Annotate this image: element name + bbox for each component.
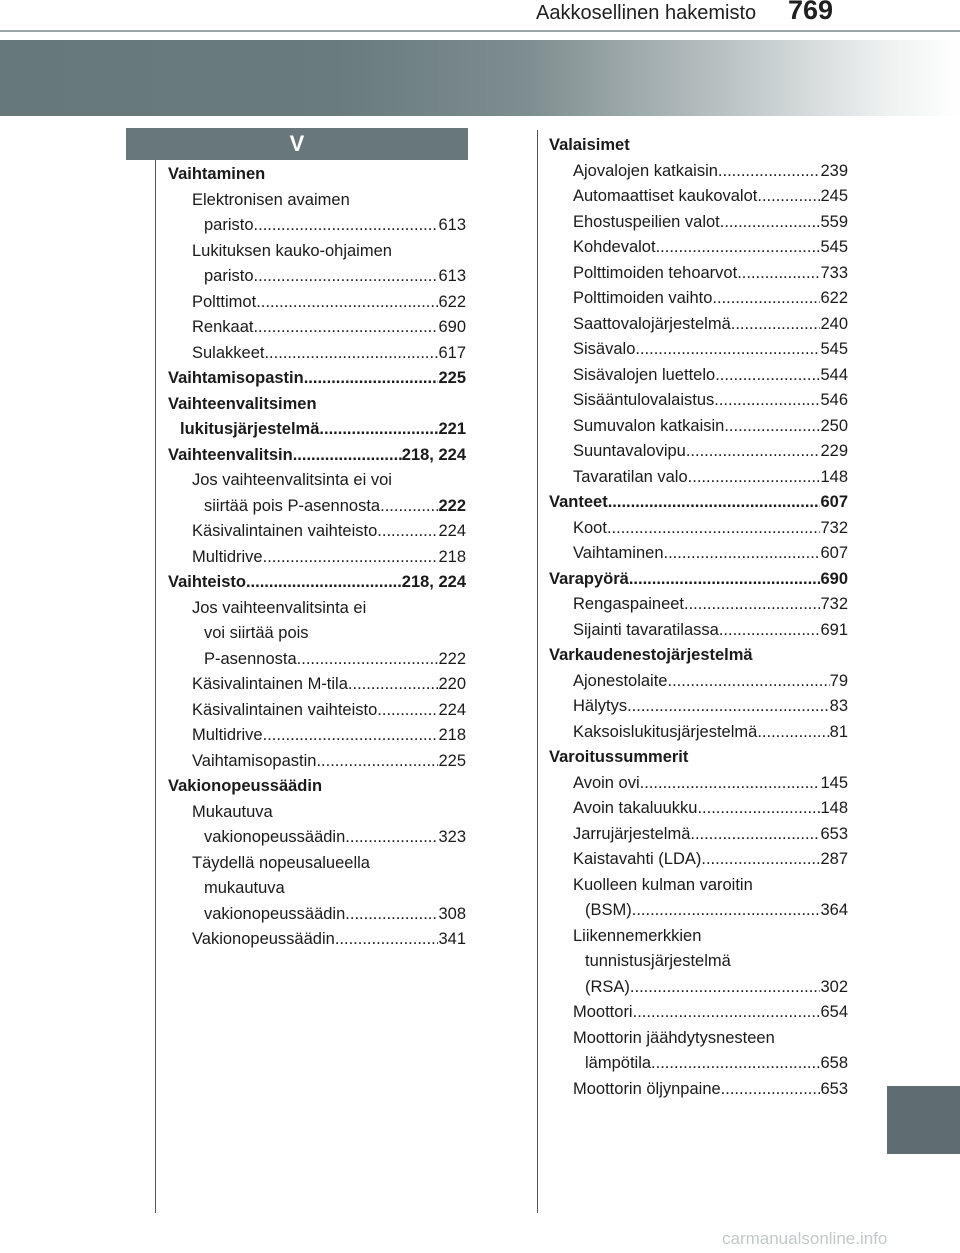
index-entry (549, 465, 848, 491)
entry-page-ref: 733 (820, 263, 848, 282)
section-title: Aakkosellinen hakemisto (536, 2, 757, 24)
entry-term: Avoin takaluukku (573, 799, 698, 817)
entry-page-ref: 308 (438, 904, 466, 923)
dot-leader (607, 516, 821, 542)
dot-leader (263, 545, 439, 571)
index-entry (168, 749, 466, 775)
dot-leader (688, 465, 821, 491)
dot-leader (254, 213, 439, 239)
dot-leader (253, 315, 438, 341)
entry-term: Multidrive (192, 726, 263, 744)
index-entry (549, 363, 848, 389)
entry-term: Polttimot (192, 292, 257, 311)
dot-leader (345, 902, 438, 928)
index-entry (168, 494, 466, 520)
entry-term: Jos vaihteenvalitsinta ei voi (192, 471, 392, 489)
entry-page-ref: 622 (438, 292, 466, 311)
index-entry (549, 975, 848, 1001)
entry-page-ref: 239 (820, 161, 848, 180)
index-entry (168, 774, 466, 800)
dot-leader (263, 723, 439, 749)
entry-term: Vaihteisto (168, 573, 246, 591)
entry-term: Sulakkeet (192, 343, 265, 362)
entry-page-ref: 341 (438, 930, 466, 948)
index-entry (168, 519, 466, 545)
entry-page-ref: 544 (820, 365, 848, 384)
entry-page-ref: 732 (820, 518, 848, 537)
dot-leader (627, 694, 830, 720)
entry-page-ref: 364 (820, 901, 848, 919)
entry-term: Sisääntulovalaistus (573, 391, 715, 409)
entry-term: Sumuvalon katkaisin (573, 416, 725, 435)
index-entry (549, 822, 848, 848)
entry-term: lämpötila (585, 1054, 652, 1072)
entry-term: Vaihtamisopastin (192, 751, 317, 770)
entry-term: Elektronisen avaimen (192, 190, 350, 209)
entry-term: Kaksoislukitusjärjestelmä (573, 722, 758, 741)
entry-page-ref: 218, 224 (401, 445, 466, 464)
index-entry (549, 210, 848, 236)
entry-page-ref: 732 (820, 595, 848, 613)
entry-page-ref: 690 (438, 318, 466, 336)
dot-leader (757, 184, 820, 210)
index-entry (168, 851, 466, 877)
entry-term: Vaihtaminen (573, 544, 664, 562)
dot-leader (629, 567, 821, 593)
entry-term: Jarrujärjestelmä (573, 824, 691, 843)
entry-term: Tavaratilan valo (573, 467, 688, 486)
index-entry (549, 924, 848, 950)
dot-leader (714, 388, 820, 414)
entry-term: Vaihteenvalitsimen (168, 394, 317, 413)
index-entry (549, 184, 848, 210)
index-entry (549, 235, 848, 261)
entry-page-ref: 613 (438, 216, 466, 234)
index-entry (549, 771, 848, 797)
index-entry (549, 388, 848, 414)
entry-page-ref: 221 (438, 420, 466, 438)
index-entry (549, 694, 848, 720)
index-entry (168, 290, 466, 316)
index-entry (549, 745, 848, 771)
entry-term: Vakionopeussäädin (192, 930, 335, 948)
index-entry (549, 133, 848, 159)
dot-leader (690, 822, 820, 848)
index-entry (549, 873, 848, 899)
index-entry (549, 669, 848, 695)
entry-term: Valaisimet (549, 136, 630, 154)
entry-term: Liikennemerkkien (573, 926, 702, 945)
entry-page-ref: 302 (820, 977, 848, 996)
entry-page-ref: 83 (829, 697, 848, 715)
entry-term: Moottori (573, 1003, 633, 1021)
index-entry (168, 672, 466, 698)
dot-leader (721, 1077, 821, 1103)
entry-term: Multidrive (192, 547, 263, 566)
entry-page-ref: 607 (820, 544, 848, 562)
index-entry (549, 286, 848, 312)
index-entry (549, 592, 848, 618)
dot-leader (635, 337, 820, 363)
index-entry (168, 315, 466, 341)
index-entry (168, 366, 466, 392)
dot-leader (720, 210, 821, 236)
entry-term: (RSA) (585, 977, 630, 996)
dot-leader (633, 1000, 821, 1026)
index-entry (549, 643, 848, 669)
dot-leader (335, 927, 439, 953)
dot-leader (293, 443, 402, 469)
entry-page-ref: 218 (438, 726, 466, 744)
dot-leader (246, 570, 402, 596)
index-entry (549, 516, 848, 542)
dot-leader (718, 159, 821, 185)
entry-page-ref: 240 (820, 314, 848, 333)
dot-leader (667, 669, 829, 695)
entry-term: Lukituksen kauko-ohjaimen (192, 241, 392, 260)
index-entry (168, 902, 466, 928)
entry-term: Sisävalo (573, 340, 636, 358)
dot-leader (656, 235, 821, 261)
entry-page-ref: 545 (820, 340, 848, 358)
dot-leader (377, 698, 438, 724)
index-entry (168, 188, 466, 214)
index-entry (549, 618, 848, 644)
index-entry (168, 392, 466, 418)
entry-page-ref: 229 (820, 442, 848, 460)
index-entry (168, 800, 466, 826)
index-entry (168, 443, 466, 469)
entry-term: Rengaspaineet (573, 595, 685, 613)
index-entry (168, 162, 466, 188)
entry-term: Moottorin jäähdytysnesteen (573, 1028, 775, 1047)
entry-term: Ehostuspeilien valot (573, 212, 720, 231)
entry-page-ref: 145 (820, 773, 848, 792)
chapter-tab (887, 1086, 960, 1154)
entry-term: tunnistusjärjestelmä (585, 952, 731, 970)
dot-leader (684, 592, 820, 618)
dot-leader (319, 417, 438, 443)
dot-leader (686, 439, 821, 465)
entry-term: Polttimoiden vaihto (573, 289, 713, 307)
index-entry (549, 847, 848, 873)
entry-page-ref: 220 (438, 675, 466, 693)
index-entry (168, 239, 466, 265)
entry-term: Varkaudenestojärjestelmä (549, 646, 753, 664)
entry-term: Ajonestolaite (573, 671, 668, 690)
index-entry (549, 898, 848, 924)
index-entry (168, 825, 466, 851)
index-entry (168, 264, 466, 290)
index-entry (549, 439, 848, 465)
index-entry (168, 621, 466, 647)
index-entry (168, 698, 466, 724)
entry-page-ref: 79 (829, 671, 848, 690)
dot-leader (664, 541, 821, 567)
index-entry (168, 723, 466, 749)
index-entry (549, 414, 848, 440)
entry-page-ref: 225 (438, 751, 466, 770)
dot-leader (630, 975, 821, 1001)
entry-page-ref: 225 (438, 369, 466, 387)
entry-page-ref: 653 (820, 824, 848, 843)
column-divider (537, 130, 538, 1213)
entry-page-ref: 613 (438, 267, 466, 285)
index-entry (549, 337, 848, 363)
entry-page-ref: 622 (820, 289, 848, 307)
dot-leader (724, 414, 820, 440)
entry-page-ref: 222 (438, 649, 466, 668)
dot-leader (719, 618, 821, 644)
index-column-right (549, 133, 848, 1102)
entry-term: Ajovalojen katkaisin (573, 161, 718, 180)
entry-page-ref: 545 (820, 238, 848, 256)
entry-page-ref: 690 (820, 569, 848, 588)
index-entry (168, 468, 466, 494)
entry-page-ref: 245 (820, 187, 848, 205)
entry-page-ref: 148 (820, 467, 848, 486)
entry-page-ref: 691 (820, 620, 848, 639)
dot-leader (757, 720, 829, 746)
dot-leader (737, 261, 820, 287)
entry-page-ref: 218 (438, 547, 466, 566)
entry-term: Kohdevalot (573, 238, 656, 256)
index-entry (549, 1051, 848, 1077)
index-letter-heading: V (126, 128, 468, 160)
entry-page-ref: 224 (438, 700, 466, 719)
entry-term: Suuntavalovipu (573, 442, 686, 460)
index-entry (549, 796, 848, 822)
entry-term: siirtää pois P-asennosta (204, 496, 381, 515)
entry-term: Varapyörä (549, 569, 629, 588)
entry-page-ref: 653 (820, 1079, 848, 1098)
entry-term: Varoitussummerit (549, 748, 689, 766)
entry-term: Automaattiset kaukovalot (573, 187, 758, 205)
entry-page-ref: 654 (820, 1003, 848, 1021)
entry-page-ref: 323 (438, 828, 466, 846)
entry-term: Käsivalintainen vaihteisto (192, 522, 378, 540)
entry-term: mukautuva (204, 879, 285, 897)
dot-leader (380, 494, 438, 520)
dot-leader (316, 749, 438, 775)
watermark: carmanualsonline.info (722, 1229, 888, 1248)
entry-term: paristo (204, 267, 254, 285)
entry-term: lukitusjärjestelmä (180, 420, 320, 438)
index-entry (549, 1000, 848, 1026)
entry-term: (BSM) (585, 901, 632, 919)
index-entry (549, 949, 848, 975)
entry-term: Vaihtaminen (168, 165, 266, 183)
index-entry (168, 570, 466, 596)
entry-term: Kaistavahti (LDA) (573, 850, 702, 868)
entry-term: paristo (204, 216, 254, 234)
entry-term: Sijainti tavaratilassa (573, 620, 719, 639)
entry-page-ref: 607 (820, 493, 848, 511)
index-entry (168, 341, 466, 367)
entry-term: Mukautuva (192, 802, 273, 821)
entry-term: Koot (573, 518, 607, 537)
entry-term: Täydellä nopeusalueella (192, 853, 370, 872)
index-entry (549, 159, 848, 185)
index-entry (549, 312, 848, 338)
page-number: 769 (788, 0, 834, 25)
dot-leader (348, 672, 439, 698)
entry-term: Vanteet (549, 493, 608, 511)
entry-page-ref: 559 (820, 212, 848, 231)
dot-leader (651, 1051, 820, 1077)
entry-term: voi siirtää pois (204, 624, 309, 642)
dot-leader (731, 312, 821, 338)
left-column-rule (155, 160, 156, 1213)
index-entry (549, 261, 848, 287)
entry-page-ref: 546 (820, 391, 848, 409)
entry-page-ref: 81 (829, 722, 848, 741)
entry-term: Käsivalintainen M-tila (192, 675, 348, 693)
entry-term: Vakionopeussäädin (168, 777, 323, 795)
dot-leader (256, 290, 438, 316)
entry-term: Renkaat (192, 318, 254, 336)
header-banner (0, 40, 960, 116)
index-column-left (168, 162, 466, 953)
header-rule (0, 30, 960, 32)
entry-page-ref: 148 (820, 799, 848, 817)
entry-term: vakionopeussäädin (204, 828, 346, 846)
index-entry (168, 545, 466, 571)
entry-page-ref: 218, 224 (401, 573, 466, 591)
entry-page-ref: 617 (438, 343, 466, 362)
entry-page-ref: 222 (438, 496, 466, 515)
dot-leader (264, 341, 438, 367)
index-entry (549, 720, 848, 746)
dot-leader (632, 898, 821, 924)
entry-term: P-asennosta (204, 649, 297, 668)
entry-term: vakionopeussäädin (204, 904, 346, 923)
entry-page-ref: 658 (820, 1054, 848, 1072)
dot-leader (304, 366, 439, 392)
entry-term: Käsivalintainen vaihteisto (192, 700, 378, 719)
dot-leader (254, 264, 439, 290)
dot-leader (640, 771, 821, 797)
entry-term: Jos vaihteenvalitsinta ei (192, 598, 367, 617)
dot-leader (701, 847, 820, 873)
index-entry (168, 927, 466, 953)
index-entry (549, 1077, 848, 1103)
index-entry (549, 1026, 848, 1052)
index-entry (168, 213, 466, 239)
entry-page-ref: 224 (438, 522, 466, 540)
entry-term: Moottorin öljynpaine (573, 1079, 721, 1098)
dot-leader (345, 825, 438, 851)
index-entry (168, 876, 466, 902)
dot-leader (697, 796, 820, 822)
dot-leader (297, 647, 439, 673)
entry-page-ref: 250 (820, 416, 848, 435)
index-entry (168, 596, 466, 622)
dot-leader (715, 363, 820, 389)
entry-term: Kuolleen kulman varoitin (573, 875, 753, 894)
entry-term: Vaihtamisopastin (168, 369, 304, 387)
index-entry (549, 541, 848, 567)
index-entry (549, 567, 848, 593)
index-entry (168, 417, 466, 443)
index-entry (549, 490, 848, 516)
index-entry (168, 647, 466, 673)
entry-term: Sisävalojen luettelo (573, 365, 716, 384)
entry-term: Hälytys (573, 697, 628, 715)
dot-leader (377, 519, 438, 545)
dot-leader (712, 286, 820, 312)
entry-term: Avoin ovi (573, 773, 640, 792)
dot-leader (608, 490, 821, 516)
entry-term: Saattovalojärjestelmä (573, 314, 731, 333)
entry-term: Polttimoiden tehoarvot (573, 263, 738, 282)
entry-term: Vaihteenvalitsin (168, 445, 293, 464)
entry-page-ref: 287 (820, 850, 848, 868)
